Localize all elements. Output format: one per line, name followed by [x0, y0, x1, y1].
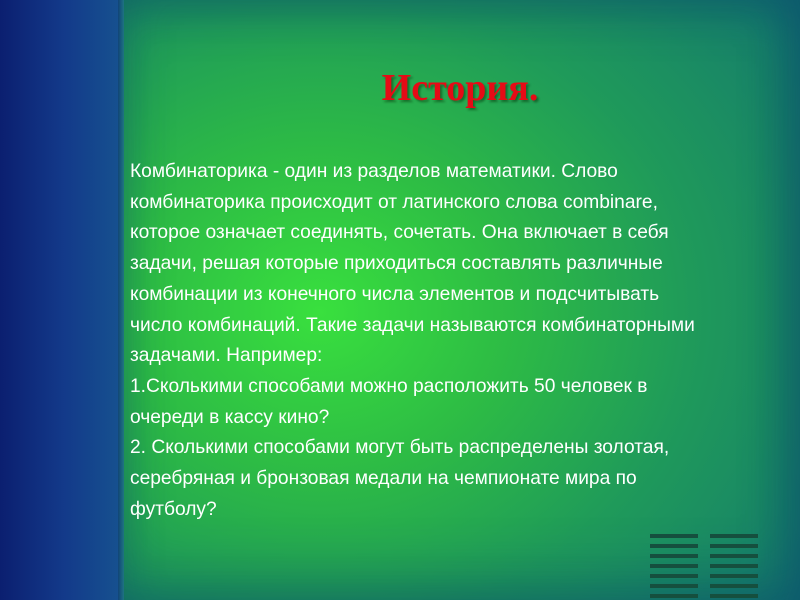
stripe — [710, 594, 758, 598]
stripe — [650, 554, 698, 558]
left-band-edge — [118, 0, 124, 600]
stripe — [710, 564, 758, 568]
stripe — [710, 534, 758, 538]
left-decorative-band — [0, 0, 118, 600]
body-line: комбинаторика происходит от латинского слова combinare, — [130, 191, 658, 213]
body-line: комбинации из конечного числа элементов и подсчитывать — [130, 283, 660, 305]
body-line: Комбинаторика - один из разделов математики. Слово — [130, 161, 618, 182]
stripe — [710, 584, 758, 588]
body-line: 2. Сколькими способами могут быть распределены золотая, — [130, 437, 670, 459]
body-line: серебряная и бронзовая медали на чемпионате мира по — [130, 468, 637, 490]
corner-stripes-decoration — [650, 532, 760, 600]
stripe — [650, 574, 698, 578]
body-line: которое означает соединять, сочетать. Она включает в себя — [130, 222, 669, 244]
stripe — [650, 594, 698, 598]
stripe — [710, 554, 758, 558]
body-line: задачами. Например: — [130, 345, 323, 367]
stripe — [650, 564, 698, 568]
body-line: 1.Сколькими способами можно расположить 50 человек в — [130, 375, 648, 397]
stripe-column-left — [650, 532, 698, 600]
stripe-column-right — [710, 532, 758, 600]
stripe — [650, 584, 698, 588]
slide-body-text — [130, 157, 770, 525]
body-line: число комбинаций. Такие задачи называются комбинаторными — [130, 314, 695, 336]
stripe — [710, 574, 758, 578]
body-line: футболу? — [130, 498, 217, 520]
stripe — [710, 544, 758, 548]
stripe — [650, 534, 698, 538]
body-line: очереди в кассу кино? — [130, 406, 330, 428]
slide-title: История. — [381, 67, 539, 109]
body-line: задачи, решая которые приходиться составлять различные — [130, 253, 663, 275]
stripe — [650, 544, 698, 548]
